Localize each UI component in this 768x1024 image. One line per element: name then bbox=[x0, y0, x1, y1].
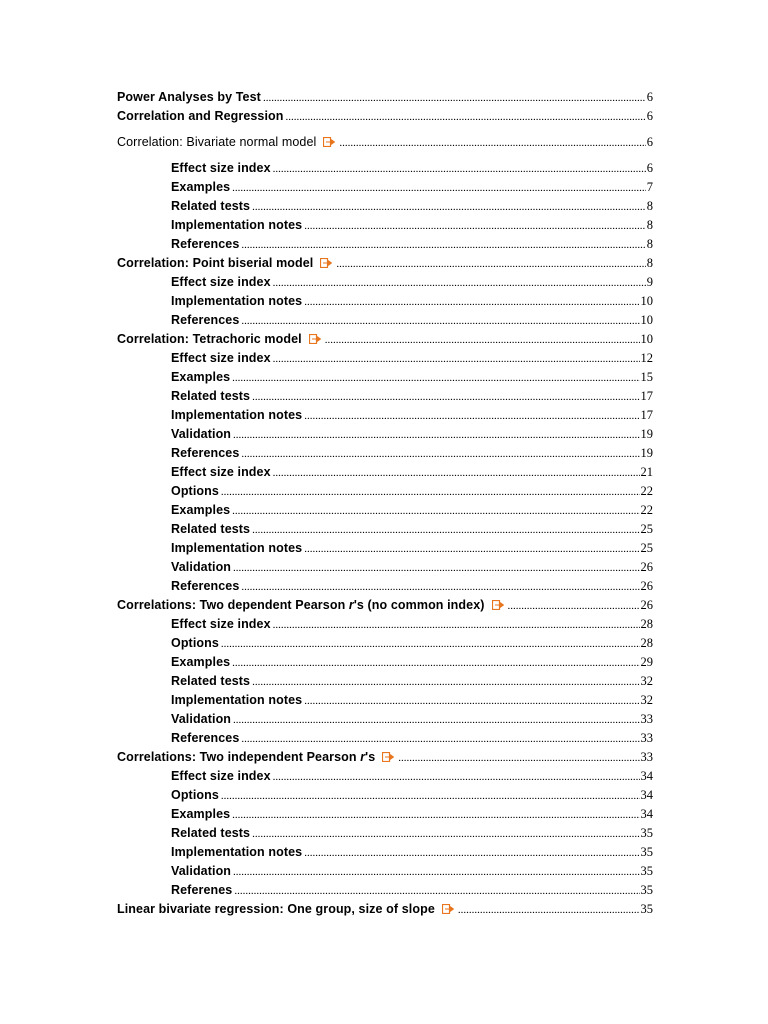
dot-leader bbox=[241, 578, 639, 597]
link-arrow-icon[interactable] bbox=[382, 752, 394, 762]
title-segment: Correlations: Two dependent Pearson bbox=[117, 598, 349, 612]
toc-entry-subsection[interactable] bbox=[117, 273, 653, 292]
toc-entry-subsection[interactable] bbox=[117, 615, 653, 634]
toc-entry-title[interactable]: References bbox=[171, 237, 240, 251]
dot-leader bbox=[286, 108, 646, 127]
toc-entry-section[interactable] bbox=[117, 133, 653, 152]
toc-page-number[interactable]: 34 bbox=[640, 769, 653, 783]
toc-entry-subsection[interactable] bbox=[117, 235, 653, 254]
toc-entry-subsection[interactable] bbox=[117, 349, 653, 368]
toc-entry-title[interactable]: Implementation notes bbox=[171, 408, 303, 422]
toc-page-number[interactable]: 12 bbox=[640, 351, 653, 365]
toc-page-number[interactable]: 25 bbox=[640, 541, 653, 555]
toc-entry-title[interactable]: Correlation and Regression bbox=[117, 109, 284, 123]
dot-leader bbox=[273, 464, 640, 483]
link-arrow-icon[interactable] bbox=[323, 137, 335, 147]
toc-entry-subsection[interactable] bbox=[117, 672, 653, 691]
toc-page-number[interactable]: 10 bbox=[640, 313, 653, 327]
toc-entry-subsection[interactable] bbox=[117, 444, 653, 463]
toc-entry-subsection[interactable] bbox=[117, 843, 653, 862]
dot-leader bbox=[252, 825, 639, 844]
italic-r: r bbox=[360, 750, 366, 764]
toc-page-number[interactable]: 17 bbox=[640, 389, 653, 403]
toc-entry-title[interactable]: Implementation notes bbox=[171, 845, 303, 859]
toc-entry-title[interactable]: Referenes bbox=[171, 883, 233, 897]
toc-entry-title[interactable]: Effect size index bbox=[171, 275, 271, 289]
dot-leader bbox=[252, 521, 639, 540]
dot-leader bbox=[273, 274, 646, 293]
toc-page-number[interactable]: 35 bbox=[640, 845, 653, 859]
toc-page-number[interactable]: 8 bbox=[646, 256, 653, 270]
toc-page-number[interactable]: 34 bbox=[640, 807, 653, 821]
toc-entry-title[interactable]: Implementation notes bbox=[171, 218, 303, 232]
toc-entry-title[interactable]: Examples bbox=[171, 807, 231, 821]
toc-page-number[interactable]: 21 bbox=[640, 465, 653, 479]
title-segment: 's (no common index) bbox=[353, 598, 485, 612]
toc-entry-subsection[interactable] bbox=[117, 292, 653, 311]
toc-entry-title[interactable]: Related tests bbox=[171, 522, 251, 536]
toc-page-number[interactable]: 28 bbox=[640, 636, 653, 650]
toc-entry-title[interactable]: References bbox=[171, 579, 240, 593]
toc-entry-title[interactable]: Related tests bbox=[171, 674, 251, 688]
toc-entry-subsection[interactable] bbox=[117, 824, 653, 843]
toc-entry-title[interactable]: Implementation notes bbox=[171, 294, 303, 308]
toc-entry-subsection[interactable] bbox=[117, 368, 653, 387]
toc-page-number[interactable]: 6 bbox=[646, 135, 653, 149]
toc-entry-title[interactable]: References bbox=[171, 313, 240, 327]
toc-entry-title[interactable]: Correlation: Bivariate normal model bbox=[117, 133, 337, 152]
dot-leader bbox=[304, 407, 639, 426]
toc-page-number[interactable]: 35 bbox=[640, 826, 653, 840]
toc-page-number[interactable]: 15 bbox=[640, 370, 653, 384]
toc-entry-subsection[interactable] bbox=[117, 539, 653, 558]
toc-page-number[interactable]: 7 bbox=[646, 180, 653, 194]
toc-entry-title[interactable]: Implementation notes bbox=[171, 541, 303, 555]
toc-entry-title[interactable]: Effect size index bbox=[171, 161, 271, 175]
toc-entry-title[interactable]: Examples bbox=[171, 503, 231, 517]
dot-leader bbox=[241, 445, 639, 464]
dot-leader bbox=[232, 502, 639, 521]
toc-entry-section[interactable] bbox=[117, 900, 653, 919]
toc-entry-section[interactable] bbox=[117, 596, 653, 615]
dot-leader bbox=[458, 901, 640, 920]
toc-page-number[interactable]: 32 bbox=[640, 674, 653, 688]
dot-leader bbox=[508, 597, 640, 616]
toc-entry-title[interactable]: Examples bbox=[171, 655, 231, 669]
toc-page-number[interactable]: 22 bbox=[640, 503, 653, 517]
toc-entry-title[interactable]: Effect size index bbox=[171, 617, 271, 631]
toc-page-number[interactable]: 22 bbox=[640, 484, 653, 498]
toc-entry-subsection[interactable] bbox=[117, 216, 653, 235]
toc-entry-title[interactable]: Related tests bbox=[171, 389, 251, 403]
toc-entry-title[interactable]: Examples bbox=[171, 370, 231, 384]
toc-entry-subsection[interactable] bbox=[117, 406, 653, 425]
toc-entry-title[interactable]: Correlation: Tetrachoric model bbox=[117, 330, 323, 349]
dot-leader bbox=[398, 749, 639, 768]
toc-entry-title[interactable]: References bbox=[171, 731, 240, 745]
toc-entry-title[interactable] bbox=[117, 748, 396, 767]
toc-entry-title[interactable]: Options bbox=[171, 484, 219, 498]
toc-entry-section[interactable] bbox=[117, 107, 653, 126]
toc-entry-title[interactable]: Implementation notes bbox=[171, 693, 303, 707]
toc-page-number[interactable]: 8 bbox=[646, 237, 653, 251]
toc-entry-title[interactable]: Options bbox=[171, 788, 219, 802]
toc-page-number[interactable]: 6 bbox=[646, 90, 653, 104]
toc-entry-section[interactable] bbox=[117, 330, 653, 349]
toc-entry-subsection[interactable] bbox=[117, 634, 653, 653]
toc-page-number[interactable]: 26 bbox=[640, 598, 653, 612]
toc-entry-title[interactable]: Effect size index bbox=[171, 769, 271, 783]
toc-entry-title[interactable]: Linear bivariate regression: One group, size of slope bbox=[117, 900, 456, 919]
toc-entry-title[interactable]: Examples bbox=[171, 180, 231, 194]
toc-page-number[interactable]: 8 bbox=[646, 218, 653, 232]
toc-page-number[interactable]: 32 bbox=[640, 693, 653, 707]
toc-entry-subsection[interactable] bbox=[117, 425, 653, 444]
link-arrow-icon[interactable] bbox=[309, 334, 321, 344]
title-segment: 's bbox=[365, 750, 376, 764]
toc-entry-subsection[interactable] bbox=[117, 178, 653, 197]
toc-entry-subsection[interactable] bbox=[117, 653, 653, 672]
italic-r: r bbox=[348, 598, 354, 612]
toc-page-number[interactable]: 26 bbox=[640, 560, 653, 574]
toc-entry-subsection[interactable] bbox=[117, 463, 653, 482]
table-of-contents bbox=[117, 88, 653, 919]
toc-entry-title[interactable]: Options bbox=[171, 636, 219, 650]
toc-entry-title[interactable]: Power Analyses by Test bbox=[117, 90, 261, 104]
dot-leader bbox=[221, 787, 640, 806]
toc-page-number[interactable]: 10 bbox=[640, 332, 653, 346]
toc-entry-section[interactable] bbox=[117, 748, 653, 767]
toc-entry-subsection[interactable] bbox=[117, 805, 653, 824]
toc-page-number[interactable]: 35 bbox=[640, 864, 653, 878]
dot-leader bbox=[233, 863, 639, 882]
toc-page-number[interactable]: 19 bbox=[640, 446, 653, 460]
toc-entry-subsection[interactable] bbox=[117, 767, 653, 786]
toc-entry-subsection[interactable] bbox=[117, 311, 653, 330]
toc-page-number[interactable]: 19 bbox=[640, 427, 653, 441]
dot-leader bbox=[339, 134, 645, 153]
dot-leader bbox=[304, 293, 639, 312]
dot-leader bbox=[273, 768, 640, 787]
toc-page-number[interactable]: 33 bbox=[640, 731, 653, 745]
dot-leader bbox=[241, 730, 639, 749]
dot-leader bbox=[232, 179, 646, 198]
dot-leader bbox=[263, 89, 646, 108]
dot-leader bbox=[304, 540, 639, 559]
toc-page-number[interactable]: 34 bbox=[640, 788, 653, 802]
toc-page-number[interactable]: 28 bbox=[640, 617, 653, 631]
toc-entry-subsection[interactable] bbox=[117, 729, 653, 748]
toc-page-number[interactable]: 25 bbox=[640, 522, 653, 536]
toc-entry-subsection[interactable] bbox=[117, 501, 653, 520]
dot-leader bbox=[273, 616, 640, 635]
toc-entry-title[interactable]: Validation bbox=[171, 864, 232, 878]
dot-leader bbox=[252, 673, 639, 692]
toc-entry-title[interactable]: Validation bbox=[171, 560, 232, 574]
dot-leader bbox=[252, 388, 639, 407]
dot-leader bbox=[304, 692, 639, 711]
dot-leader bbox=[304, 217, 646, 236]
dot-leader bbox=[252, 198, 646, 217]
toc-entry-subsection[interactable] bbox=[117, 482, 653, 501]
toc-page-number[interactable]: 26 bbox=[640, 579, 653, 593]
toc-entry-subsection[interactable] bbox=[117, 159, 653, 178]
toc-entry-subsection[interactable] bbox=[117, 558, 653, 577]
toc-entry-title[interactable]: Related tests bbox=[171, 199, 251, 213]
dot-leader bbox=[234, 882, 639, 901]
toc-entry-section[interactable] bbox=[117, 88, 653, 107]
link-arrow-icon[interactable] bbox=[492, 600, 504, 610]
toc-entry-title[interactable]: Validation bbox=[171, 712, 232, 726]
toc-entry-title[interactable]: Effect size index bbox=[171, 465, 271, 479]
toc-entry-subsection[interactable] bbox=[117, 197, 653, 216]
toc-entry-subsection[interactable] bbox=[117, 862, 653, 881]
toc-page-number[interactable]: 33 bbox=[640, 712, 653, 726]
toc-entry-subsection[interactable] bbox=[117, 520, 653, 539]
dot-leader bbox=[233, 426, 639, 445]
link-arrow-icon[interactable] bbox=[442, 904, 454, 914]
toc-page-number[interactable]: 6 bbox=[646, 109, 653, 123]
toc-page-number[interactable]: 10 bbox=[640, 294, 653, 308]
dot-leader bbox=[232, 806, 639, 825]
dot-leader bbox=[232, 369, 639, 388]
toc-page-number[interactable]: 29 bbox=[640, 655, 653, 669]
toc-entry-subsection[interactable] bbox=[117, 387, 653, 406]
toc-page-number[interactable]: 8 bbox=[646, 199, 653, 213]
toc-page-number[interactable]: 35 bbox=[640, 902, 653, 916]
toc-entry-subsection[interactable] bbox=[117, 691, 653, 710]
toc-page-number[interactable]: 17 bbox=[640, 408, 653, 422]
dot-leader bbox=[233, 711, 639, 730]
toc-entry-title[interactable] bbox=[117, 596, 506, 615]
toc-entry-subsection[interactable] bbox=[117, 881, 653, 900]
dot-leader bbox=[221, 635, 640, 654]
toc-entry-section[interactable] bbox=[117, 254, 653, 273]
toc-entry-title[interactable]: Validation bbox=[171, 427, 232, 441]
dot-leader bbox=[273, 160, 646, 179]
dot-leader bbox=[241, 312, 639, 331]
toc-page-number[interactable]: 33 bbox=[640, 750, 653, 764]
dot-leader bbox=[233, 559, 639, 578]
dot-leader bbox=[336, 255, 645, 274]
toc-entry-subsection[interactable] bbox=[117, 577, 653, 596]
toc-entry-title[interactable]: References bbox=[171, 446, 240, 460]
toc-entry-title[interactable]: Related tests bbox=[171, 826, 251, 840]
toc-entry-subsection[interactable] bbox=[117, 786, 653, 805]
dot-leader bbox=[232, 654, 639, 673]
dot-leader bbox=[304, 844, 639, 863]
title-segment: Correlations: Two independent Pearson bbox=[117, 750, 361, 764]
toc-page-number[interactable]: 9 bbox=[646, 275, 653, 289]
toc-entry-subsection[interactable] bbox=[117, 710, 653, 729]
toc-page-number[interactable]: 6 bbox=[646, 161, 653, 175]
dot-leader bbox=[273, 350, 640, 369]
link-arrow-icon[interactable] bbox=[320, 258, 332, 268]
toc-entry-title[interactable]: Effect size index bbox=[171, 351, 271, 365]
dot-leader bbox=[241, 236, 645, 255]
toc-page-number[interactable]: 35 bbox=[640, 883, 653, 897]
dot-leader bbox=[221, 483, 640, 502]
toc-entry-title[interactable]: Correlation: Point biserial model bbox=[117, 254, 334, 273]
dot-leader bbox=[325, 331, 640, 350]
